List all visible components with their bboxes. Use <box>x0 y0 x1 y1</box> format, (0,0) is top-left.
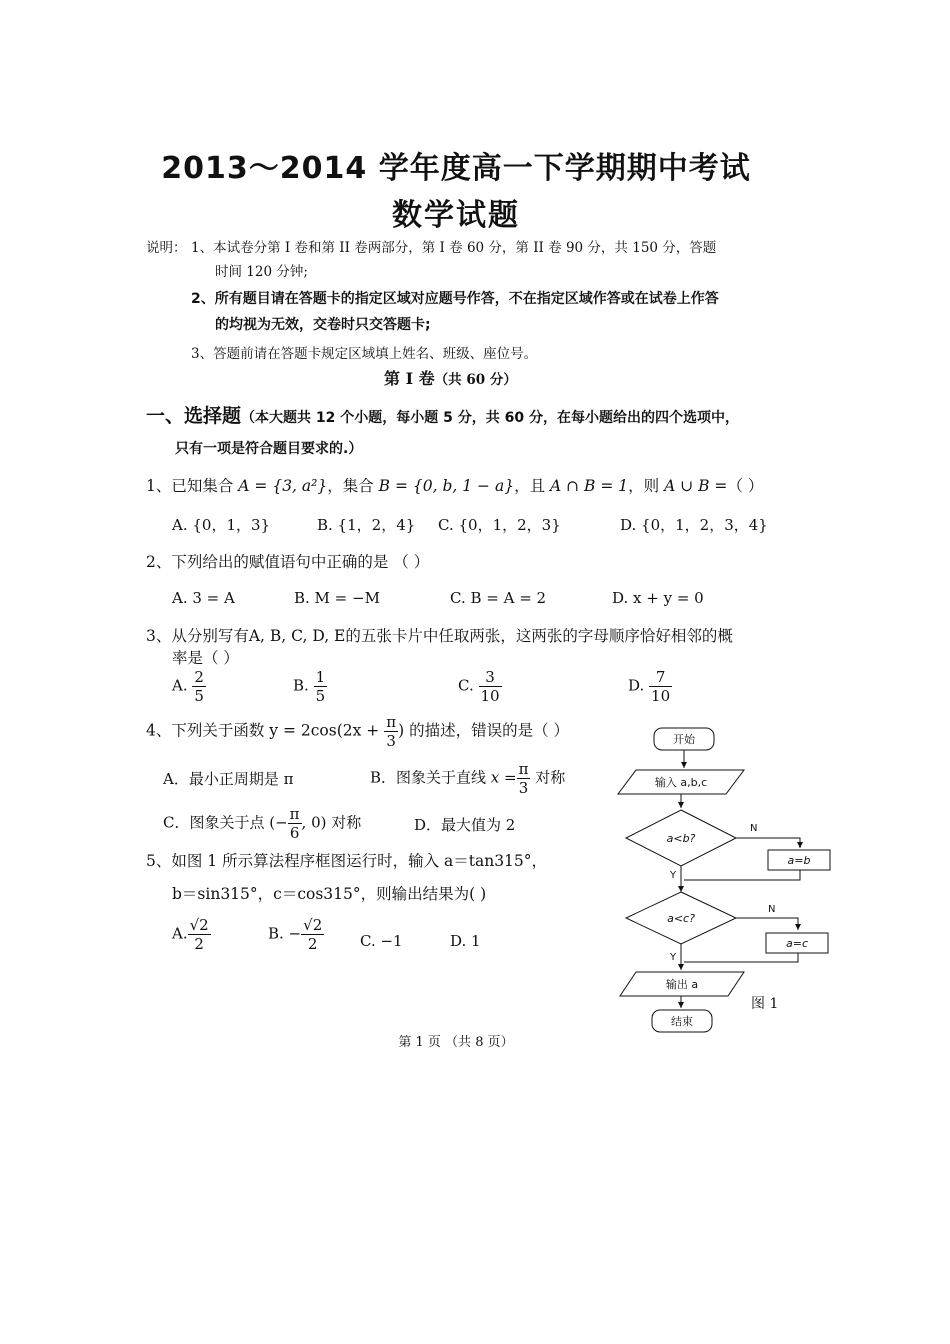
q5-option-a-letter: A. <box>172 924 188 943</box>
flowchart-yes-1: Y <box>670 870 677 881</box>
q4-option-c-fraction <box>288 805 302 842</box>
q4-option-c-text-a: C．图象关于点 <box>163 813 270 832</box>
q3-option-b-letter: B. <box>293 676 309 695</box>
instructions-prefix: 说明： <box>146 240 187 256</box>
question-1-stem <box>146 474 763 496</box>
part1-title: 第 I 卷 <box>384 369 435 388</box>
q4-option-b-text-a: B．图象关于直线 <box>370 768 491 787</box>
q4-pi-over-3 <box>384 713 398 750</box>
q1-option-d: D. {0，1，2，3，4} <box>620 516 768 534</box>
instruction-2-line-2: 的均视为无效，交卷时只交答题卡; <box>215 317 431 333</box>
q1-text-b: ，集合 <box>327 477 379 495</box>
q3-option-a-numerator: 2 <box>194 668 204 686</box>
q3-option-c-numerator: 3 <box>479 668 502 687</box>
q3-option-b-numerator: 1 <box>315 668 326 686</box>
q4-option-b-fraction <box>517 760 531 797</box>
q4-option-c-pi: π <box>289 805 300 823</box>
q4-option-c <box>163 805 361 842</box>
q5-option-d: D. 1 <box>450 932 481 950</box>
instruction-2-line-1: 2、所有题目请在答题卡的指定区域对应题号作答，不在指定区域作答或在试卷上作答 <box>191 291 719 307</box>
flowchart-cond2-label: a<c? <box>667 912 695 925</box>
q3-option-d-fraction <box>649 668 672 705</box>
flowchart-cond1-label: a<b? <box>666 832 696 845</box>
q3-option-d <box>628 668 672 705</box>
section1-label: 一、选择题 <box>146 405 242 427</box>
exam-title: 2013～2014 学年度高一下学期期中考试 <box>161 151 751 186</box>
q1-paren: （ ） <box>727 477 764 495</box>
section1-desc-line-1: （本大题共 12 个小题，每小题 5 分，共 60 分，在每小题给出的四个选项中， <box>241 410 739 426</box>
q4-option-b-pi: π <box>518 760 529 778</box>
q3-option-a-fraction <box>192 668 206 705</box>
q4-option-c-text-b: 对称 <box>326 813 362 832</box>
instruction-1-line-1: 1、本试卷分第 I 卷和第 II 卷两部分，第 I 卷 60 分，第 II 卷 90 分，共 150 分，答题 <box>191 240 717 256</box>
instruction-3: 3、答题前请在答题卡规定区域填上姓名、班级、座位号。 <box>191 346 538 362</box>
q2-option-c: C. B = A = 2 <box>450 589 547 607</box>
q4-func-b: ) <box>398 721 405 740</box>
q5-option-b-fraction <box>301 916 324 953</box>
flowchart-figure <box>600 720 850 1040</box>
flowchart-end-label: 结束 <box>671 1015 693 1028</box>
q4-option-b-x: x = <box>490 768 517 787</box>
part1-score: （共 60 分） <box>434 372 517 388</box>
q3-option-a <box>172 668 206 705</box>
q1-set-a: A = {3, a²} <box>238 477 328 495</box>
flowchart-no-2: N <box>768 904 776 915</box>
q5-option-a-fraction <box>188 916 211 953</box>
q1-set-b: B = {0, b, 1 − a} <box>378 477 515 495</box>
q4-option-d: D．最大值为 2 <box>414 816 516 834</box>
q3-option-b-fraction <box>314 668 328 705</box>
q4-text-b: 的描述，错误的是（ ） <box>404 721 569 740</box>
q1-text-c: ，且 <box>514 477 550 495</box>
q4-option-b-three: 3 <box>518 779 529 797</box>
part1-heading <box>384 366 517 389</box>
q3-option-b-denominator: 5 <box>315 687 326 705</box>
q4-option-c-pre: (− <box>269 813 288 832</box>
q3-option-a-denominator: 5 <box>194 687 204 705</box>
flowchart-assign1-label: a=b <box>787 854 811 867</box>
q5-option-b-denominator: 2 <box>307 935 318 953</box>
flowchart-output-label: 输出 a <box>665 978 699 991</box>
q3-option-c-fraction <box>479 668 502 705</box>
question-2-stem: 2、下列给出的赋值语句中正确的是 （ ） <box>146 553 430 571</box>
section1-desc-line-2: 只有一项是符合题目要求的.） <box>175 441 363 457</box>
q4-func-a: y = 2cos(2x + <box>269 721 385 740</box>
q3-option-d-denominator: 10 <box>651 687 671 705</box>
q5-option-c: C. −1 <box>360 932 403 950</box>
q2-option-d: D. x + y = 0 <box>612 589 704 607</box>
q2-option-b: B. M = −M <box>294 589 380 607</box>
section1-header <box>146 401 739 428</box>
q1-condition: A ∩ B = 1 <box>550 477 629 495</box>
flowchart-yes-2: Y <box>670 952 677 963</box>
page-footer: 第 1 页 （共 8 页） <box>398 1035 514 1050</box>
q5-option-b-numerator: √2 <box>303 916 323 934</box>
q3-option-c-denominator: 10 <box>480 687 500 705</box>
q3-option-c-letter: C. <box>458 676 474 695</box>
exam-subtitle: 数学试题 <box>392 198 520 233</box>
q5-option-a-numerator: √2 <box>189 916 209 934</box>
question-3-stem-line-2: 率是（ ） <box>172 649 239 667</box>
q1-ask: A ∪ B = <box>664 477 728 495</box>
q3-option-b <box>293 668 327 705</box>
flowchart-assign2-label: a=c <box>785 937 809 950</box>
question-5-stem-line-2: b＝sin315°，c＝cos315°，则输出结果为( ) <box>172 885 487 903</box>
question-5-stem-line-1: 5、如图 1 所示算法程序框图运行时，输入 a＝tan315°， <box>146 852 548 870</box>
q1-text-d: ，则 <box>628 477 665 495</box>
flowchart-start-label: 开始 <box>673 733 695 746</box>
flowchart-input-label: 输入 a,b,c <box>654 776 708 789</box>
figure-caption: 图 1 <box>751 996 779 1012</box>
q4-option-a: A．最小正周期是 π <box>163 770 294 788</box>
q1-text-a: 1、已知集合 <box>146 477 239 495</box>
instruction-1-line-2: 时间 120 分钟; <box>215 264 308 280</box>
flowchart-no-1: N <box>750 823 758 834</box>
q1-option-c: C. {0，1，2，3} <box>438 516 561 534</box>
q4-three: 3 <box>386 732 396 750</box>
q5-option-b <box>268 916 324 953</box>
q3-option-d-numerator: 7 <box>649 668 672 687</box>
q1-option-b: B. {1，2，4} <box>317 516 416 534</box>
q4-text-a: 4、下列关于函数 <box>146 721 270 740</box>
q3-option-c <box>458 668 502 705</box>
q4-option-b <box>370 760 565 797</box>
question-3-stem-line-1: 3、从分别写有A, B, C, D, E的五张卡片中任取两张，这两张的字母顺序恰好相邻的概 <box>146 627 733 645</box>
q5-option-b-letter: B. − <box>268 924 302 943</box>
q3-option-d-letter: D. <box>628 676 645 695</box>
q4-pi: π <box>386 713 397 731</box>
q5-option-a-denominator: 2 <box>194 935 204 953</box>
q4-option-b-text-b: 对称 <box>530 768 566 787</box>
q2-option-a: A. 3 = A <box>172 589 235 607</box>
q4-option-c-post: , 0) <box>301 813 327 832</box>
q4-option-c-six: 6 <box>289 824 300 842</box>
q3-option-a-letter: A. <box>172 676 188 695</box>
q1-option-a: A. {0，1，3} <box>172 516 271 534</box>
question-4-stem <box>146 713 569 750</box>
q5-option-a <box>172 916 211 953</box>
